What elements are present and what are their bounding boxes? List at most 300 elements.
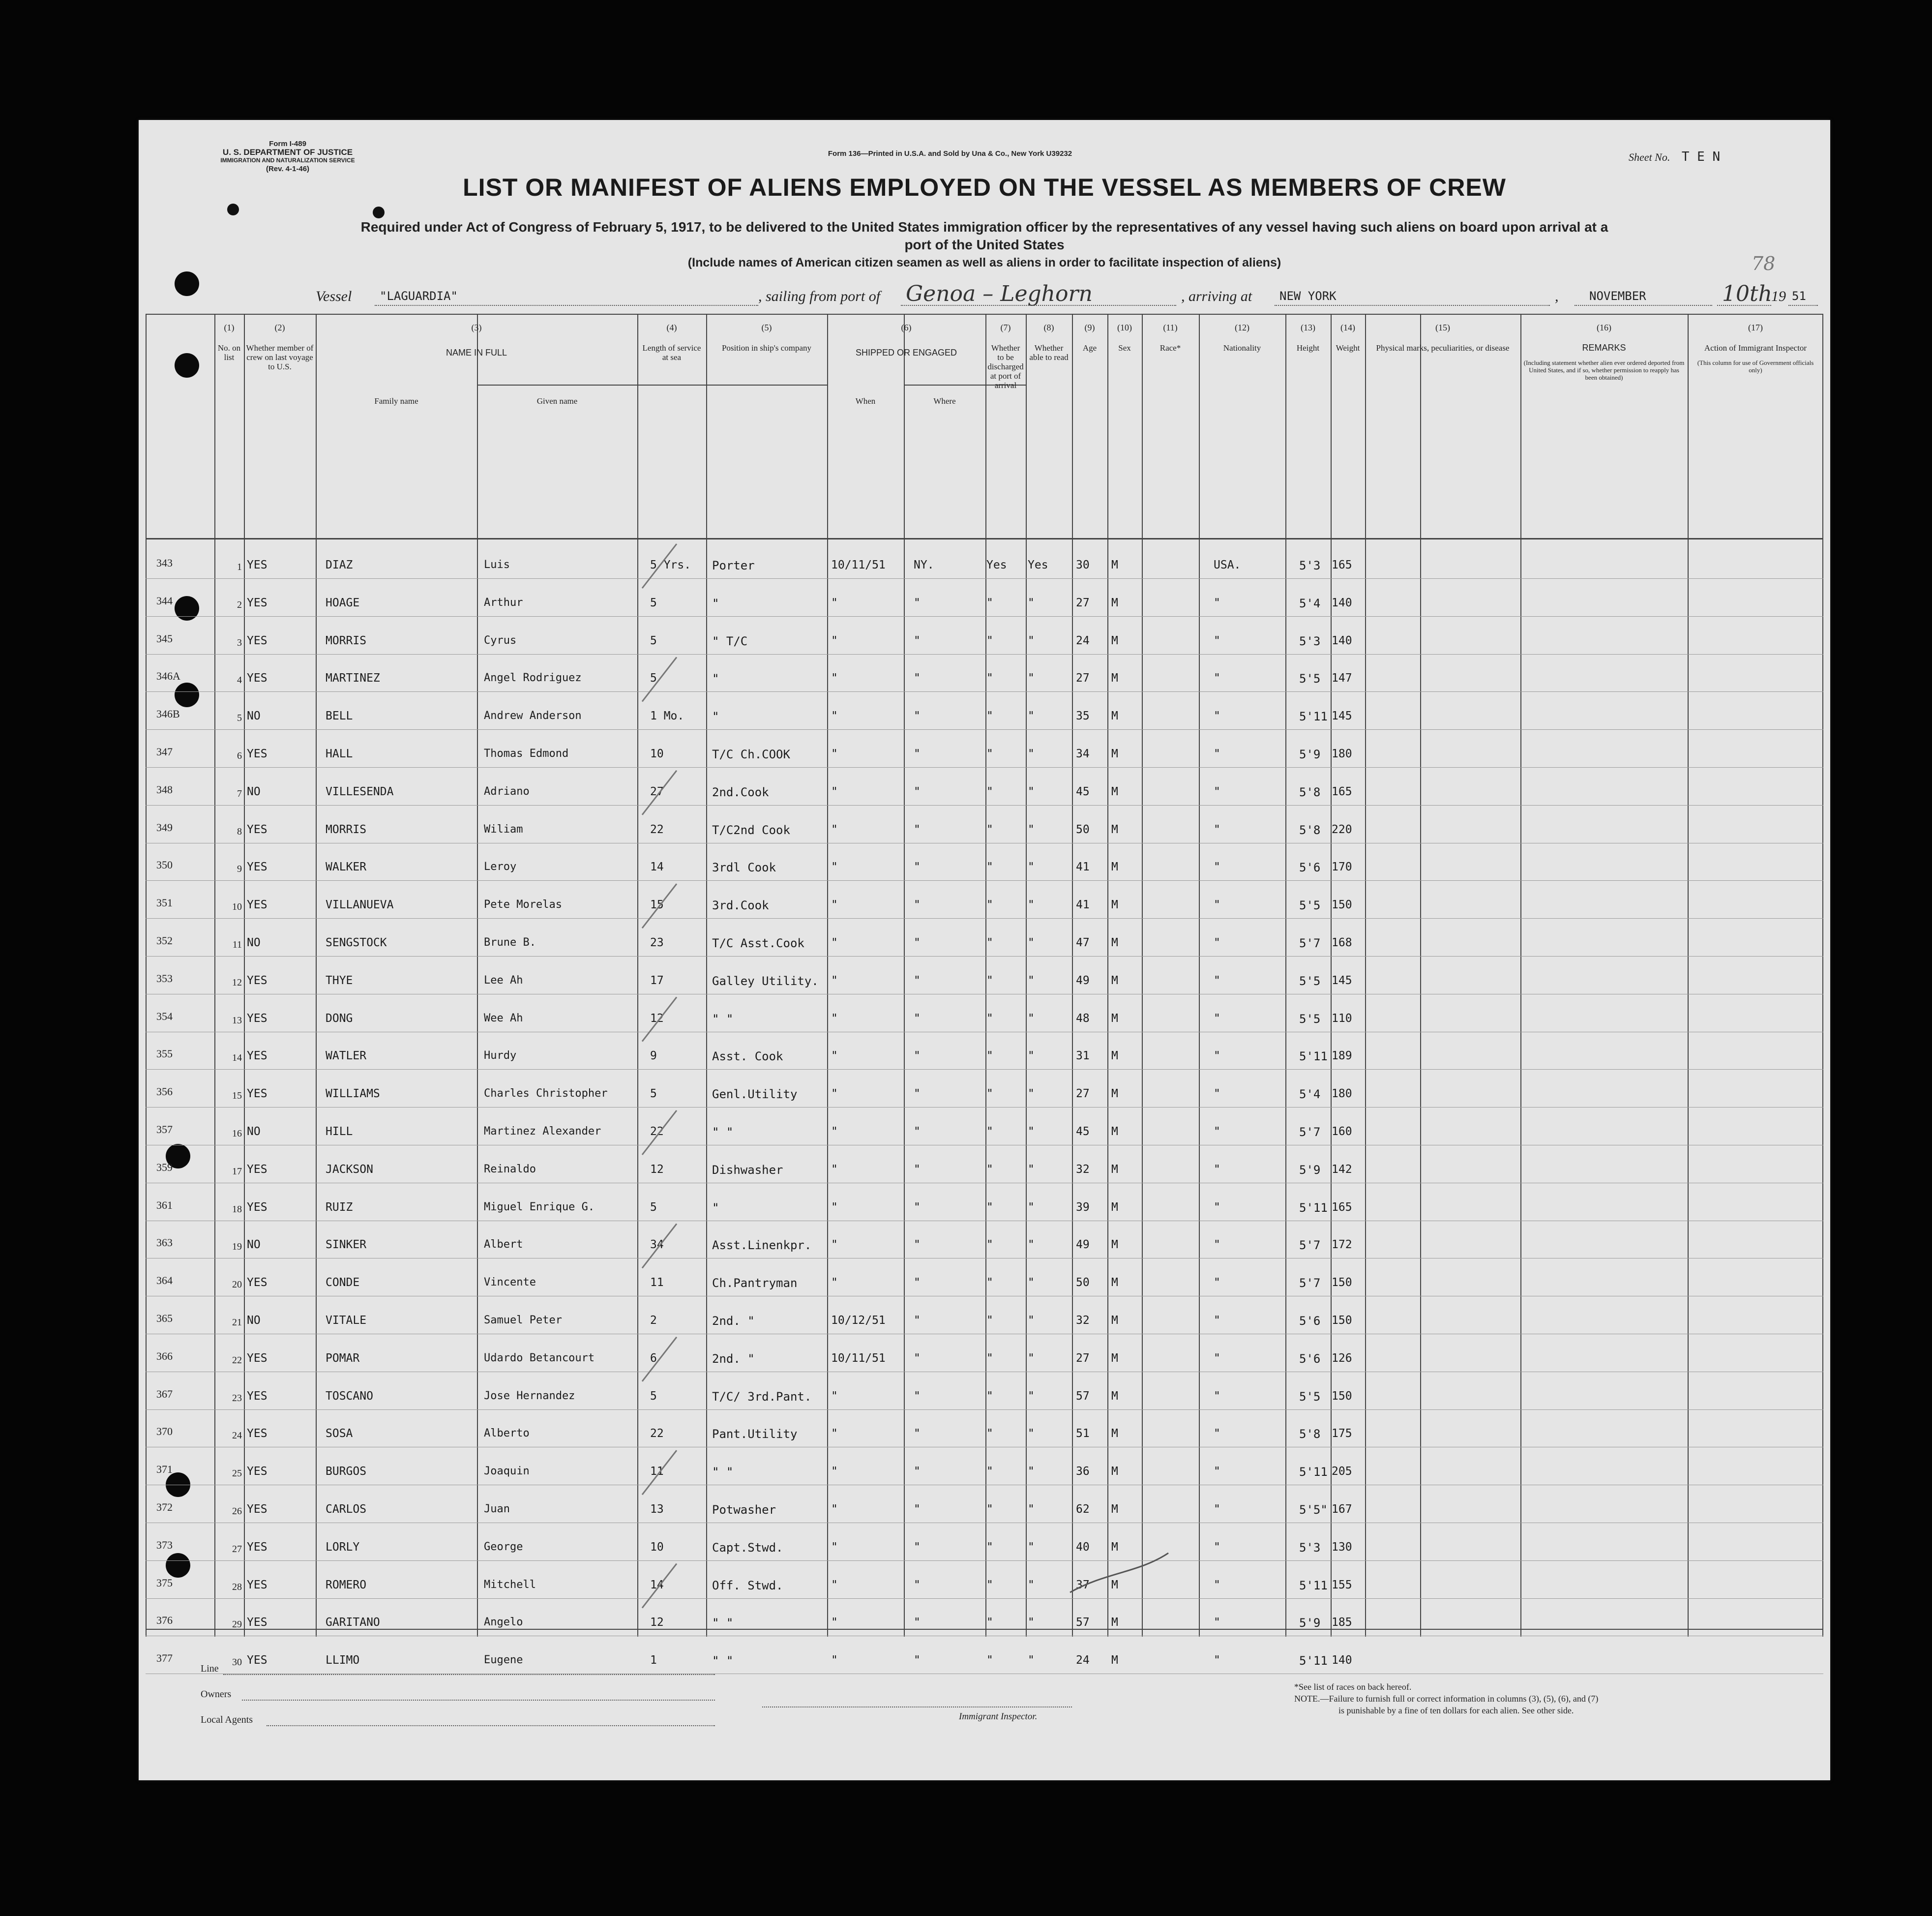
nationality-cell: " bbox=[1214, 1503, 1220, 1516]
margin-number: 363 bbox=[156, 1236, 173, 1249]
margin-number: 376 bbox=[156, 1614, 173, 1627]
weight-cell: 170 bbox=[1332, 861, 1352, 874]
shipped-where-cell: " bbox=[914, 1163, 921, 1176]
age-cell: 31 bbox=[1076, 1049, 1090, 1063]
column-number: (6) bbox=[901, 323, 912, 332]
able-to-read-cell: " bbox=[1028, 1238, 1035, 1252]
able-to-read-cell: " bbox=[1028, 936, 1035, 949]
pencil-check-marks bbox=[146, 314, 1823, 1637]
shipped-where-cell: " bbox=[914, 785, 921, 798]
service-length-cell: 5 Yrs. bbox=[650, 559, 691, 571]
sex-cell: M bbox=[1111, 898, 1118, 912]
nationality-cell: " bbox=[1214, 1087, 1220, 1101]
crew-table bbox=[146, 314, 1823, 1668]
service-length-cell: 14 bbox=[650, 861, 664, 874]
nationality-cell: " bbox=[1214, 1163, 1220, 1176]
given-name-cell: Thomas Edmond bbox=[484, 748, 569, 760]
able-to-read-cell: " bbox=[1028, 1465, 1035, 1478]
prev-voyage-cell: YES bbox=[247, 559, 268, 571]
shipped-where-cell: " bbox=[914, 710, 921, 723]
margin-number: 350 bbox=[156, 859, 173, 871]
given-name-cell: Reinaldo bbox=[484, 1163, 536, 1175]
column-subheader: Where bbox=[933, 396, 956, 406]
discharged-cell: " bbox=[986, 596, 993, 609]
row-number: 5 bbox=[237, 713, 242, 724]
manifest-sheet bbox=[139, 120, 1830, 1780]
form-number: Form I-489 bbox=[269, 140, 306, 148]
sex-cell: M bbox=[1111, 559, 1118, 571]
shipped-when-cell: " bbox=[831, 1238, 838, 1252]
column-number: (2) bbox=[274, 323, 285, 332]
column-header: SHIPPED OR ENGAGED bbox=[855, 348, 957, 358]
shipped-when-cell: " bbox=[831, 672, 838, 685]
prev-voyage-cell: YES bbox=[247, 1503, 268, 1516]
family-name-cell: MARTINEZ bbox=[326, 672, 380, 685]
service-length-cell: 5 bbox=[650, 634, 657, 647]
immigrant-inspector-label: Immigrant Inspector. bbox=[959, 1711, 1038, 1722]
prev-voyage-cell: YES bbox=[247, 1276, 268, 1289]
weight-cell: 150 bbox=[1332, 898, 1352, 912]
nationality-cell: " bbox=[1214, 1465, 1220, 1478]
column-rule bbox=[316, 314, 317, 1637]
sailing-from: Genoa – Leghorn bbox=[906, 281, 1093, 306]
family-name-cell: THYE bbox=[326, 974, 353, 987]
position-cell: 2nd. " bbox=[712, 1351, 755, 1366]
shipped-where-cell: " bbox=[914, 596, 921, 609]
weight-cell: 145 bbox=[1332, 974, 1352, 987]
margin-number: 359 bbox=[156, 1161, 173, 1173]
shipped-where-cell: " bbox=[914, 898, 921, 912]
family-name-cell: CONDE bbox=[326, 1276, 360, 1289]
able-to-read-cell: " bbox=[1028, 748, 1035, 760]
height-cell: 5'11 bbox=[1299, 1200, 1328, 1215]
row-rule bbox=[146, 1560, 1823, 1561]
discharged-cell: " bbox=[986, 634, 993, 647]
weight-cell: 165 bbox=[1332, 559, 1352, 571]
year-prefix: 19 bbox=[1771, 288, 1786, 304]
prev-voyage-cell: YES bbox=[247, 861, 268, 874]
row-number: 22 bbox=[232, 1354, 242, 1366]
column-rule bbox=[1822, 314, 1823, 1637]
column-subheader: Given name bbox=[536, 396, 578, 406]
service-length-cell: 5 bbox=[650, 1087, 657, 1101]
column-header: No. on list bbox=[217, 343, 241, 362]
row-rule bbox=[146, 880, 1823, 881]
sex-cell: M bbox=[1111, 785, 1118, 798]
given-name-cell: Angelo bbox=[484, 1616, 523, 1629]
position-cell: 2nd.Cook bbox=[712, 785, 769, 799]
shipped-when-cell: " bbox=[831, 748, 838, 760]
sex-cell: M bbox=[1111, 1654, 1118, 1667]
shipped-where-cell: NY. bbox=[914, 559, 934, 571]
height-cell: 5'8 bbox=[1299, 823, 1321, 837]
height-cell: 5'6 bbox=[1299, 861, 1321, 875]
age-cell: 40 bbox=[1076, 1540, 1090, 1554]
height-cell: 5'3 bbox=[1299, 1540, 1321, 1555]
sex-cell: M bbox=[1111, 1276, 1118, 1289]
margin-number: 377 bbox=[156, 1652, 173, 1665]
discharged-cell: " bbox=[986, 1578, 993, 1591]
given-name-cell: Brune B. bbox=[484, 936, 536, 949]
nationality-cell: " bbox=[1214, 1616, 1220, 1629]
family-name-cell: BURGOS bbox=[326, 1465, 367, 1478]
discharged-cell: " bbox=[986, 1616, 993, 1629]
column-number: (16) bbox=[1597, 323, 1611, 332]
column-number: (14) bbox=[1340, 323, 1355, 332]
able-to-read-cell: " bbox=[1028, 1163, 1035, 1176]
shipped-where-cell: " bbox=[914, 748, 921, 760]
height-cell: 5'5" bbox=[1299, 1503, 1328, 1517]
prev-voyage-cell: NO bbox=[247, 1314, 261, 1327]
column-number: (9) bbox=[1084, 323, 1095, 332]
column-number: (5) bbox=[761, 323, 772, 332]
weight-cell: 175 bbox=[1332, 1427, 1352, 1440]
shipped-where-cell: " bbox=[914, 634, 921, 647]
position-cell: 3rdl Cook bbox=[712, 861, 776, 875]
nationality-cell: " bbox=[1214, 748, 1220, 760]
nationality-cell: " bbox=[1214, 936, 1220, 949]
age-cell: 34 bbox=[1076, 748, 1090, 760]
row-rule bbox=[146, 578, 1823, 579]
given-name-cell: Leroy bbox=[484, 861, 517, 873]
family-name-cell: WATLER bbox=[326, 1049, 367, 1063]
family-name-cell: DONG bbox=[326, 1012, 353, 1025]
vessel-name: "LAGUARDIA" bbox=[380, 289, 458, 303]
discharged-cell: " bbox=[986, 1012, 993, 1025]
family-name-cell: HOAGE bbox=[326, 596, 360, 609]
nationality-cell: " bbox=[1214, 1125, 1220, 1138]
family-name-cell: ROMERO bbox=[326, 1578, 367, 1591]
column-header: Whether to be discharged at port of arrival bbox=[987, 343, 1024, 390]
column-rule bbox=[1107, 314, 1108, 1637]
weight-cell: 140 bbox=[1332, 1654, 1352, 1667]
weight-cell: 165 bbox=[1332, 785, 1352, 798]
family-name-cell: CARLOS bbox=[326, 1503, 367, 1516]
margin-number: 364 bbox=[156, 1274, 173, 1287]
discharged-cell: " bbox=[986, 710, 993, 723]
shipped-where-cell: " bbox=[914, 672, 921, 685]
shipped-when-cell: " bbox=[831, 1427, 838, 1440]
family-name-cell: LLIMO bbox=[326, 1654, 360, 1667]
weight-cell: 185 bbox=[1332, 1616, 1352, 1629]
row-number: 25 bbox=[232, 1468, 242, 1479]
shipped-when-cell: " bbox=[831, 1654, 838, 1667]
service-length-cell: 12 bbox=[650, 1012, 664, 1025]
service-length-cell: 5 bbox=[650, 596, 657, 609]
column-header: Age bbox=[1082, 343, 1097, 353]
column-subheader: Family name bbox=[374, 396, 418, 406]
shipped-where-cell: " bbox=[914, 1125, 921, 1138]
height-cell: 5'5 bbox=[1299, 974, 1321, 988]
fine-note-2: is punishable by a fine of ten dollars for each alien. See other side. bbox=[1338, 1706, 1574, 1715]
sex-cell: M bbox=[1111, 1427, 1118, 1440]
prev-voyage-cell: YES bbox=[247, 1540, 268, 1554]
weight-cell: 147 bbox=[1332, 672, 1352, 685]
age-cell: 35 bbox=[1076, 710, 1090, 723]
given-name-cell: Udardo Betancourt bbox=[484, 1351, 595, 1364]
discharged-cell: " bbox=[986, 672, 993, 685]
prev-voyage-cell: NO bbox=[247, 936, 261, 949]
age-cell: 49 bbox=[1076, 974, 1090, 987]
shipped-when-cell: " bbox=[831, 898, 838, 912]
fine-note-1: NOTE.—Failure to furnish full or correct information in columns (3), (5), (6), and (7) bbox=[1294, 1694, 1599, 1704]
arrival-day: 10th bbox=[1722, 281, 1773, 306]
discharged-cell: " bbox=[986, 1654, 993, 1667]
discharged-cell: " bbox=[986, 1427, 993, 1440]
position-cell: Porter bbox=[712, 559, 755, 572]
column-rule bbox=[1199, 314, 1200, 1637]
height-cell: 5'9 bbox=[1299, 748, 1321, 761]
given-name-cell: Cyrus bbox=[484, 634, 517, 647]
column-rule bbox=[706, 314, 707, 1637]
department: U. S. DEPARTMENT OF JUSTICE bbox=[222, 148, 353, 157]
shipped-where-cell: " bbox=[914, 1012, 921, 1025]
family-name-cell: DIAZ bbox=[326, 559, 353, 571]
sheet-number bbox=[1629, 150, 1720, 164]
position-cell: Asst.Linenkpr. bbox=[712, 1238, 812, 1253]
service-length-cell: 13 bbox=[650, 1503, 664, 1516]
column-number: (17) bbox=[1748, 323, 1763, 332]
column-number: (3) bbox=[471, 323, 482, 332]
given-name-cell: Hurdy bbox=[484, 1049, 517, 1062]
shipped-when-cell: " bbox=[831, 1125, 838, 1138]
shipped-where-cell: " bbox=[914, 823, 921, 836]
row-number: 27 bbox=[232, 1543, 242, 1555]
position-cell: Asst. Cook bbox=[712, 1049, 783, 1064]
sex-cell: M bbox=[1111, 596, 1118, 609]
row-number: 26 bbox=[232, 1506, 242, 1517]
margin-number: 365 bbox=[156, 1312, 173, 1324]
discharged-cell: " bbox=[986, 1049, 993, 1063]
service-length-cell: 12 bbox=[650, 1163, 664, 1176]
column-rule bbox=[1420, 314, 1421, 1637]
weight-cell: 110 bbox=[1332, 1012, 1352, 1025]
given-name-cell: Adriano bbox=[484, 785, 530, 798]
age-cell: 45 bbox=[1076, 785, 1090, 798]
punch-hole bbox=[175, 271, 199, 296]
discharged-cell: " bbox=[986, 974, 993, 987]
prev-voyage-cell: YES bbox=[247, 1578, 268, 1591]
weight-cell: 145 bbox=[1332, 710, 1352, 723]
arriving-at: NEW YORK bbox=[1279, 289, 1337, 303]
position-cell: Ch.Pantryman bbox=[712, 1276, 798, 1290]
column-header: Position in ship's company bbox=[721, 343, 812, 353]
row-number: 13 bbox=[232, 1015, 242, 1026]
weight-cell: 167 bbox=[1332, 1503, 1352, 1516]
discharged-cell: " bbox=[986, 1200, 993, 1214]
service-length-cell: 12 bbox=[650, 1616, 664, 1629]
nationality-cell: " bbox=[1214, 1238, 1220, 1252]
able-to-read-cell: " bbox=[1028, 1578, 1035, 1591]
service-length-cell: 5 bbox=[650, 1389, 657, 1403]
height-cell: 5'9 bbox=[1299, 1616, 1321, 1630]
discharged-cell: " bbox=[986, 1276, 993, 1289]
margin-number: 349 bbox=[156, 821, 173, 834]
shipped-when-cell: " bbox=[831, 1616, 838, 1629]
family-name-cell: WILLIAMS bbox=[326, 1087, 380, 1101]
height-cell: 5'7 bbox=[1299, 1276, 1321, 1290]
position-cell: Off. Stwd. bbox=[712, 1578, 783, 1592]
height-cell: 5'5 bbox=[1299, 672, 1321, 686]
sex-cell: M bbox=[1111, 672, 1118, 685]
height-cell: 5'8 bbox=[1299, 1427, 1321, 1441]
sex-cell: M bbox=[1111, 1465, 1118, 1478]
weight-cell: 220 bbox=[1332, 823, 1352, 836]
weight-cell: 160 bbox=[1332, 1125, 1352, 1138]
column-header: NAME IN FULL bbox=[446, 348, 507, 358]
height-cell: 5'11 bbox=[1299, 710, 1328, 724]
shipped-when-cell: " bbox=[831, 861, 838, 874]
prev-voyage-cell: YES bbox=[247, 1163, 268, 1176]
column-rule bbox=[1072, 314, 1073, 1637]
column-number: (11) bbox=[1163, 323, 1178, 332]
row-number: 15 bbox=[232, 1090, 242, 1102]
nationality-cell: " bbox=[1214, 1200, 1220, 1214]
prev-voyage-cell: YES bbox=[247, 1351, 268, 1365]
row-rule bbox=[146, 805, 1823, 806]
age-cell: 30 bbox=[1076, 559, 1090, 571]
age-cell: 41 bbox=[1076, 898, 1090, 912]
shipped-where-cell: " bbox=[914, 1351, 921, 1365]
shipped-where-cell: " bbox=[914, 1503, 921, 1516]
row-number: 4 bbox=[237, 675, 242, 686]
prev-voyage-cell: YES bbox=[247, 1465, 268, 1478]
column-header: Whether member of crew on last voyage to U.S. bbox=[246, 343, 314, 371]
nationality-cell: " bbox=[1214, 1654, 1220, 1667]
given-name-cell: Wiliam bbox=[484, 823, 523, 836]
position-cell: " " bbox=[712, 1125, 734, 1139]
prev-voyage-cell: YES bbox=[247, 596, 268, 609]
prev-voyage-cell: YES bbox=[247, 672, 268, 685]
service-length-cell: 14 bbox=[650, 1578, 664, 1591]
nationality-cell: " bbox=[1214, 1049, 1220, 1063]
given-name-cell: Juan bbox=[484, 1503, 510, 1515]
position-cell: Potwasher bbox=[712, 1503, 776, 1517]
subtitle-line-3: (Include names of American citizen seamen as well as aliens in order to facilitate inspection of aliens) bbox=[687, 256, 1281, 269]
shipped-when-cell: " bbox=[831, 1276, 838, 1289]
discharged-cell: " bbox=[986, 861, 993, 874]
able-to-read-cell: " bbox=[1028, 1125, 1035, 1138]
row-number: 8 bbox=[237, 826, 242, 837]
discharged-cell: " bbox=[986, 1540, 993, 1554]
weight-cell: 155 bbox=[1332, 1578, 1352, 1591]
shipped-when-cell: " bbox=[831, 1465, 838, 1478]
position-cell: 3rd.Cook bbox=[712, 898, 769, 913]
column-note: (This column for use of Government officials only) bbox=[1697, 359, 1814, 374]
position-cell: Dishwasher bbox=[712, 1163, 783, 1177]
shipped-when-cell: " bbox=[831, 596, 838, 609]
able-to-read-cell: " bbox=[1028, 1049, 1035, 1063]
position-cell: " " bbox=[712, 1012, 734, 1026]
able-to-read-cell: " bbox=[1028, 1087, 1035, 1101]
row-number: 2 bbox=[237, 599, 242, 610]
family-name-cell: POMAR bbox=[326, 1351, 360, 1365]
page-title: LIST OR MANIFEST OF ALIENS EMPLOYED ON THE VESSEL AS MEMBERS OF CREW bbox=[463, 174, 1506, 201]
nationality-cell: " bbox=[1214, 1427, 1220, 1440]
weight-cell: 150 bbox=[1332, 1314, 1352, 1327]
service-length-cell: 10 bbox=[650, 1540, 664, 1554]
weight-cell: 140 bbox=[1332, 634, 1352, 647]
shipped-when-cell: " bbox=[831, 1540, 838, 1554]
sex-cell: M bbox=[1111, 1314, 1118, 1327]
shipped-when-cell: " bbox=[831, 1200, 838, 1214]
sex-cell: M bbox=[1111, 936, 1118, 949]
family-name-cell: JACKSON bbox=[326, 1163, 373, 1176]
form-id-block bbox=[207, 140, 369, 173]
prev-voyage-cell: NO bbox=[247, 1238, 261, 1252]
row-number: 11 bbox=[232, 939, 242, 950]
sex-cell: M bbox=[1111, 974, 1118, 987]
prev-voyage-cell: YES bbox=[247, 823, 268, 836]
row-number: 23 bbox=[232, 1392, 242, 1404]
column-rule bbox=[477, 314, 478, 1637]
row-rule bbox=[146, 1598, 1823, 1599]
age-cell: 27 bbox=[1076, 1087, 1090, 1101]
sex-cell: M bbox=[1111, 1200, 1118, 1214]
shipped-where-cell: " bbox=[914, 1276, 921, 1289]
height-cell: 5'4 bbox=[1299, 1087, 1321, 1102]
sex-cell: M bbox=[1111, 861, 1118, 874]
height-cell: 5'11 bbox=[1299, 1654, 1328, 1668]
margin-number: 371 bbox=[156, 1463, 173, 1476]
shipped-where-cell: " bbox=[914, 1389, 921, 1403]
height-cell: 5'11 bbox=[1299, 1049, 1328, 1064]
given-name-cell: Pete Morelas bbox=[484, 898, 562, 911]
column-header: Physical marks, peculiarities, or disease bbox=[1376, 343, 1510, 353]
height-cell: 5'7 bbox=[1299, 1125, 1321, 1139]
column-rule bbox=[1365, 314, 1366, 1637]
margin-number: 357 bbox=[156, 1123, 173, 1136]
sex-cell: M bbox=[1111, 1616, 1118, 1629]
family-name-cell: GARITANO bbox=[326, 1616, 380, 1629]
given-name-cell: Mitchell bbox=[484, 1578, 536, 1591]
able-to-read-cell: " bbox=[1028, 596, 1035, 609]
height-cell: 5'9 bbox=[1299, 1163, 1321, 1177]
shipped-where-cell: " bbox=[914, 1087, 921, 1101]
nationality-cell: USA. bbox=[1214, 559, 1241, 571]
service-length-cell: 22 bbox=[650, 823, 664, 836]
column-rule bbox=[1142, 314, 1143, 1637]
margin-number: 343 bbox=[156, 557, 173, 569]
age-cell: 47 bbox=[1076, 936, 1090, 949]
service-length-cell: 1 Mo. bbox=[650, 710, 684, 723]
age-cell: 27 bbox=[1076, 672, 1090, 685]
nationality-cell: " bbox=[1214, 1012, 1220, 1025]
prev-voyage-cell: YES bbox=[247, 974, 268, 987]
shipped-where-cell: " bbox=[914, 1465, 921, 1478]
column-number: (8) bbox=[1043, 323, 1054, 332]
column-number: (13) bbox=[1301, 323, 1315, 332]
margin-number: 367 bbox=[156, 1387, 173, 1400]
weight-cell: 126 bbox=[1332, 1351, 1352, 1365]
able-to-read-cell: " bbox=[1028, 1351, 1035, 1365]
margin-number: 347 bbox=[156, 746, 173, 758]
column-header: Weight bbox=[1336, 343, 1360, 353]
shipped-where-cell: " bbox=[914, 1540, 921, 1554]
nationality-cell: " bbox=[1214, 823, 1220, 836]
weight-cell: 140 bbox=[1332, 596, 1352, 609]
column-header: Nationality bbox=[1223, 343, 1261, 353]
age-cell: 39 bbox=[1076, 1200, 1090, 1214]
prev-voyage-cell: YES bbox=[247, 1427, 268, 1440]
sex-cell: M bbox=[1111, 1351, 1118, 1365]
given-name-cell: George bbox=[484, 1540, 523, 1553]
column-rule bbox=[1520, 314, 1521, 1637]
able-to-read-cell: " bbox=[1028, 861, 1035, 874]
column-rule bbox=[1026, 314, 1027, 1637]
height-cell: 5'7 bbox=[1299, 1238, 1321, 1253]
sex-cell: M bbox=[1111, 1578, 1118, 1591]
